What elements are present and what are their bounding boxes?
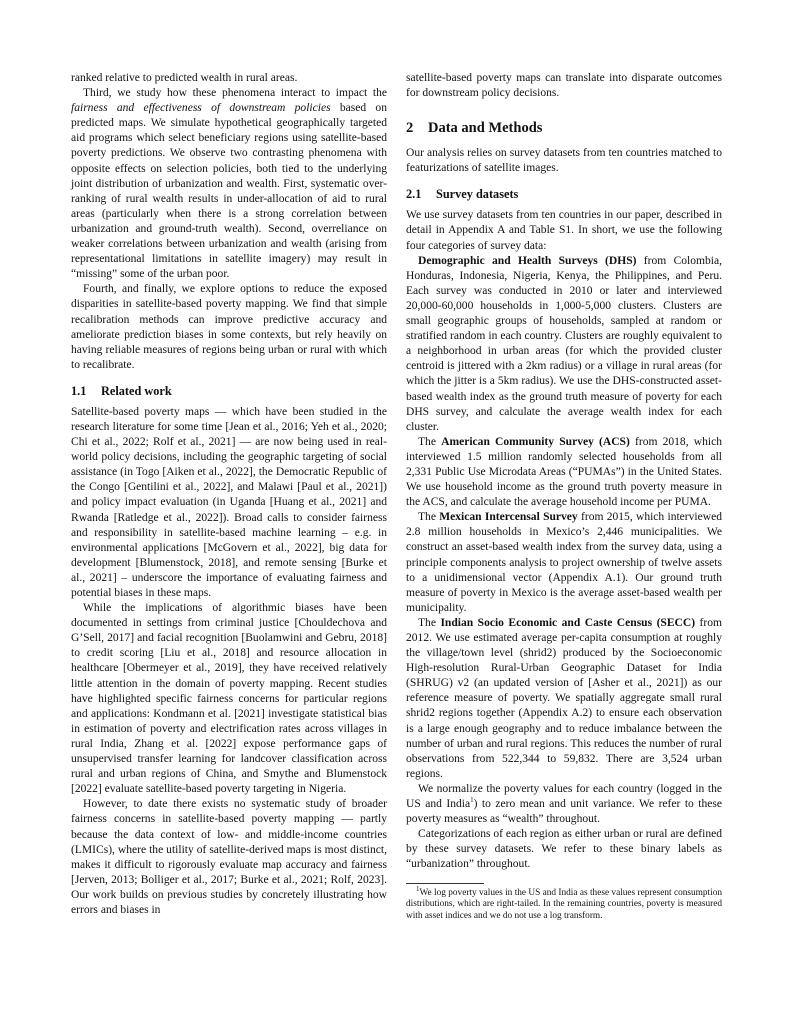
paragraph-categorizations: Categorizations of each region as either urban or rural are defined by these survey datasets. We refer to these binary labels as “urbanization” throughout. [406,828,722,871]
paragraph-fourth: Fourth, and finally, we explore options to reduce the exposed disparities in satellite-based poverty mapping. We find that simple recalibration methods can improve predictive accuracy and ameliorate prediction biases in some contexts, but rely heavily on having reliable measures of regions being urban or rural with which to recalibrate. [71,283,387,371]
paragraph-acs [406,435,722,510]
footnote-marker[interactable]: 1 [470,796,474,805]
text: We normalize the poverty values for each country (logged in the US and India [406,782,722,811]
section-heading-survey-datasets [406,187,722,202]
paragraph-intro-end: ranked relative to predicted wealth in rural areas. [71,72,298,84]
text: from Colombia, Honduras, Indonesia, Nigeria, Kenya, the Philippines, and Peru. Each survey was conducted in 2010 or later and interviewed 20,000-60,000 households in 1,000-5,000 clusters. Clusters are small geographic groups of households, sampled at random or stratified random in each country. Clusters are roughly equivalent to a neighborhood in urban areas (for which the provided cluster centroid is jittered with a 2km radius) or a village in rural areas (for which the jitter is a 5km radius). We use the DHS-constructed asset-based wealth index as the ground truth measure of poverty for each DHS survey, and calculate the average wealth index for each cluster. [406,254,722,433]
paragraph-dhs [406,254,722,435]
paragraph-survey-intro: We use survey datasets from ten countries in our paper, described in detail in Appendix A and Table S1. In short, we use the following four categories of survey data: [406,209,722,252]
section-number: 1.1 [71,383,87,398]
text: The [418,616,441,629]
footnote [406,884,722,923]
text: ) to zero mean and unit variance. We refer to these poverty measures as “wealth” throughout. [406,798,723,826]
emphasis-text: fairness and effectiveness of downstream policies [71,102,331,115]
dataset-label: Mexican Intercensal Survey [439,511,578,524]
footnote-number: 1 [416,884,420,893]
text: from 2012. We use estimated average per-capita consumption at roughly the village/town level (shrid2) produced by the Socioeconomic High-resolution Rural-Urban Geographic Dataset for India (SHRUG) v2 (an updated version of [Asher et al., 2021]) as our reference measure of poverty. We spatially aggregate small rural shrid2 regions together (Appendix A.2) to ensure each observation is a large enough geography and to reduce imbalance between the number of urban and rural regions. This reduces the number of rural observations from 522,344 to 59,832. There are 3,524 urban regions. [406,616,723,780]
section-title: Related work [101,383,172,398]
footnote-divider [406,883,484,884]
section-number: 2 [406,120,414,137]
paragraph-normalize [406,782,722,827]
paragraph-related-1: Satellite-based poverty maps — which have been studied in the research literature for some time [Jean et al., 2016; Yeh et al., 2020; Chi et al., 2022; Rolf et al., 2021] — are now being used in real-world policy decisions, including the geographic targeting of social assistance (in Togo [Aiken et al., 2022], the Democratic Republic of the Congo [Gentilini et al., 2022], and Malawi [Paul et al., 2021]) and policy impact evaluation (in Uganda [Huang et al., 2021] and Rwanda [Ratledge et al., 2022]). Broad calls to consider fairness and responsibility in satellite-based machine learning – e.g. in environmental applications [McGovern et al., 2022], big data for development [Blumenstock, 2018], and remote sensing [Burke et al., 2021] – underscore the importance of evaluating fairness and potential biases in these maps. [71,405,387,599]
text: Third, we study how these phenomena interact to impact the [83,87,387,100]
dataset-label: Indian Socio Economic and Caste Census (SECC) [440,616,696,629]
footnote-text: We log poverty values in the US and India as these values represent consumption distributions, which are right-tailed. In the remaining countries, poverty is measured with asset indices and we do not use a log transform. [406,887,722,921]
text: The [418,435,442,448]
dataset-label: Demographic and Health Surveys (DHS) [418,254,637,267]
section-heading-data-methods [406,119,722,137]
text: The [418,511,440,524]
left-column [71,71,387,918]
right-column [406,71,722,922]
text: from 2015, which interviewed 2.8 million households in Mexico’s 2,446 municipalities. We construct an asset-based wealth index from the survey data, using a principle components analysis to project ownership of twelve assets to a unidimensional vector (Appendix A.1). Our ground truth measure of poverty in Mexico is the average asset-based wealth per municipality. [406,511,722,614]
paragraph-continued: satellite-based poverty maps can translate into disparate outcomes for downstream policy decisions. [406,72,722,100]
paragraph-related-3: However, to date there exists no systematic study of broader fairness concerns in satellite-based poverty mapping — partly because the data context of low- and middle-income countries (LMICs), where the utility of satellite-derived maps is most distinct, makes it difficult to rigorously evaluate map accuracy and fairness [Jerven, 2013; Bolliger et al., 2017; Burke et al., 2021; Rolf, 2023]. Our work builds on previous studies by concretely illustrating how errors and biases in [71,798,387,916]
text: from 2018, which interviewed 1.5 million randomly selected households from all 2,331 Public Use Microdata Areas (“PUMAs”) in the United States. We use household income as the ground truth poverty measure in the ACS, and calculate the average household income per PUMA. [406,435,722,509]
section-number: 2.1 [406,187,422,202]
paragraph-related-2: While the implications of algorithmic biases have been documented in settings from criminal justice [Chouldechova and G’Sell, 2017] and facial recognition [Buolamwini and Gebru, 2018] to credit scoring [Liu et al., 2018] and resource allocation in healthcare [Obermeyer et al., 2019], they have received relatively little attention in the domain of poverty mapping. Recent studies have highlighted specific fairness concerns for particular regions and applications: Kondmann et al. [2021] investigate statistical bias in estimation of poverty and electrification rates across villages in rural India, Zhang et al. [2022] expose performance gaps of unsupervised transfer learning for landcover classification across rural and urban regions of China, and Smythe and Blumenstock [2022] evaluate satellite-based poverty targeting in Nigeria. [71,602,387,796]
section-heading-related-work [71,384,387,399]
dataset-label: American Community Survey (ACS) [441,435,630,448]
paragraph-secc [406,616,722,782]
section-title: Data and Methods [428,120,543,137]
paragraph-mexico [406,510,722,616]
paragraph-third [71,86,387,282]
section-title: Survey datasets [436,187,519,202]
text: based on predicted maps. We simulate hypothetical geographically targeted aid programs which select beneficiary regions using satellite-based poverty predictions. We observe two contrasting phenomena with opposite effects on selection policies, both tied to the underlying joint distribution of urbanization and wealth. First, systematic over-ranking of rural wealth results in under-allocation of aid to rural areas (particularly when there is a strong correlation between urbanization and ground-truth wealth). Second, overreliance on weaker correlations between urbanization and wealth (arising from representational limitations in satellite imagery) may result in “missing” some of the urban poor. [71,102,387,281]
paragraph-data-intro: Our analysis relies on survey datasets from ten countries matched to featurizations of satellite images. [406,147,722,175]
